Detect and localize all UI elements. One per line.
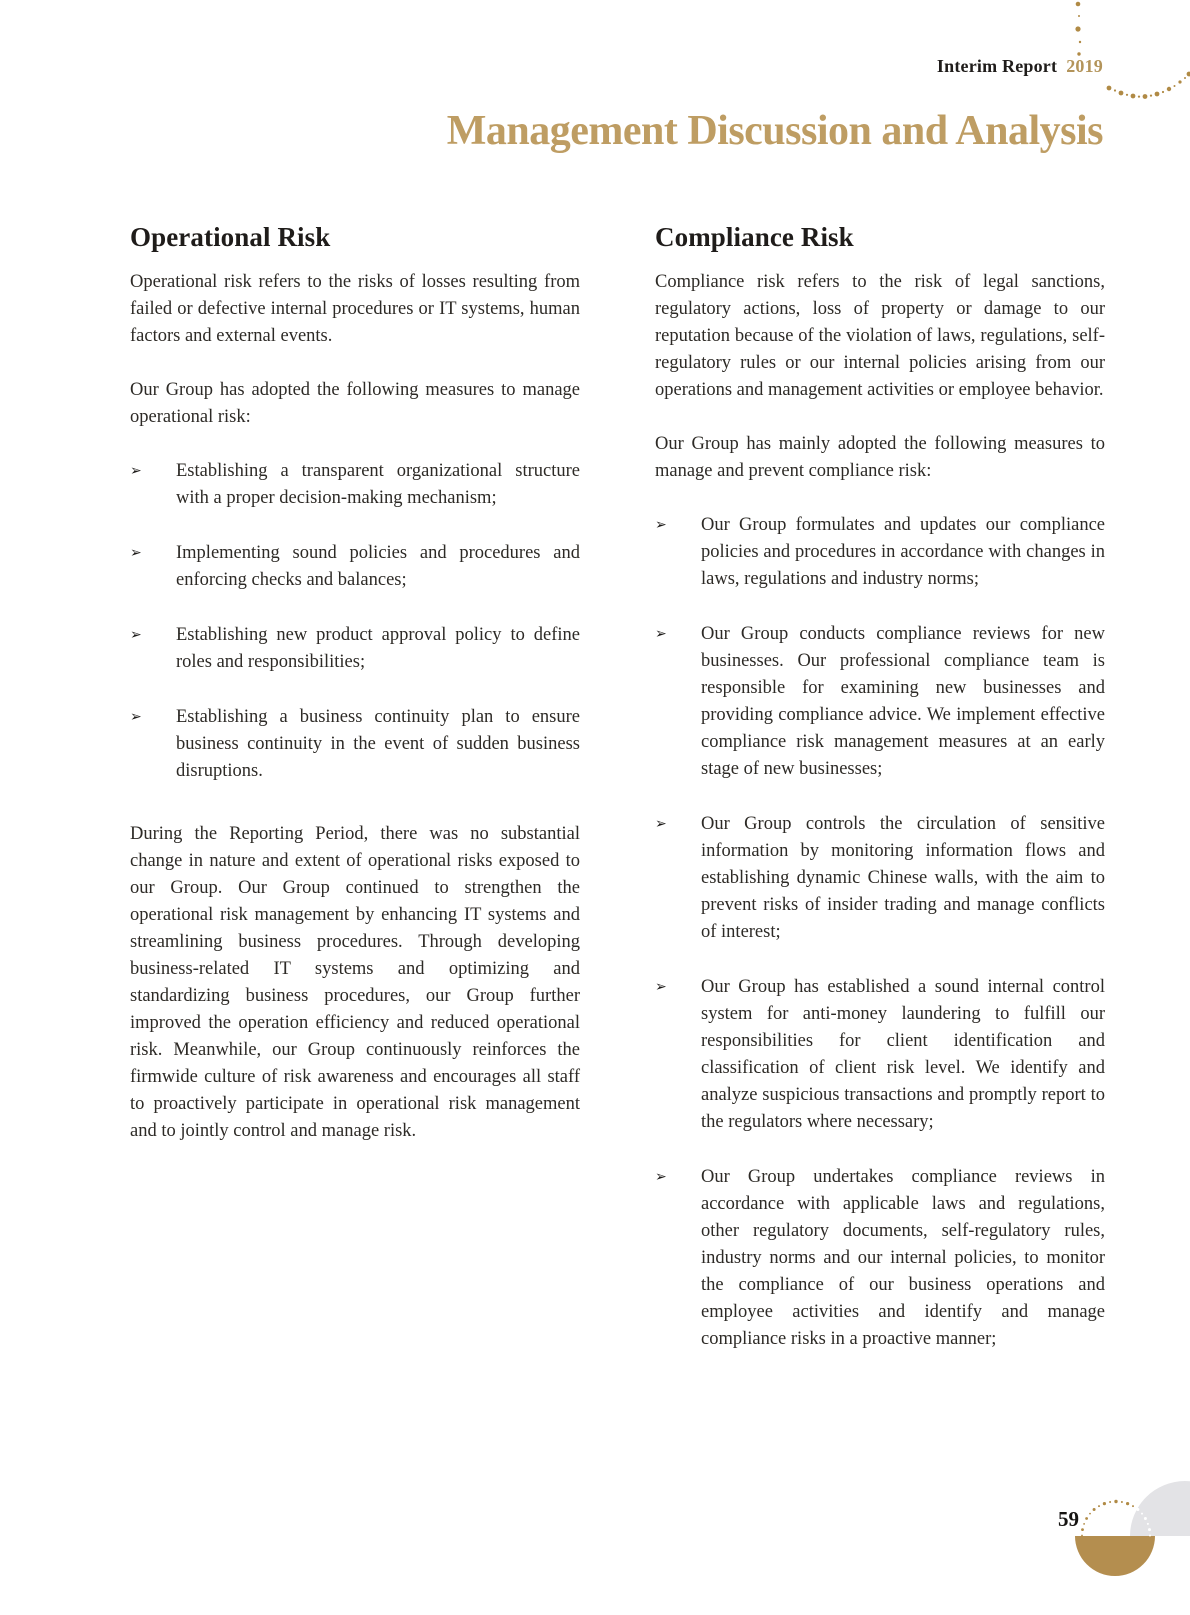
page-number: 59 xyxy=(1058,1507,1079,1531)
footer-circles-decoration xyxy=(1040,1460,1190,1615)
bullet-text: Establishing new product approval policy to define roles and responsibilities; xyxy=(176,625,580,673)
arrow-bullet-icon: ➢ xyxy=(130,709,142,726)
bullet-text: Establishing a transparent organizational structure with a proper decision-making mechanism; xyxy=(176,461,580,509)
section-heading-compliance-risk: Compliance Risk xyxy=(655,222,854,252)
gold-dots-decoration xyxy=(1040,0,1190,110)
arrow-bullet-icon: ➢ xyxy=(655,517,667,534)
arrow-bullet-icon: ➢ xyxy=(655,626,667,643)
report-name: Interim Report xyxy=(936,56,1058,76)
bullet-text: Our Group has established a sound internal control system for anti-money laundering to fulfill our responsibilities for client identification and classification of client risk level. We identify and analyze suspicious transactions and promptly report to the regulators where necessary; xyxy=(701,977,1105,1133)
arrow-bullet-icon: ➢ xyxy=(130,545,142,562)
arrow-bullet-icon: ➢ xyxy=(130,463,142,480)
bullet-item xyxy=(655,621,1105,783)
bullet-item xyxy=(655,1164,1105,1353)
intro-paragraphs xyxy=(655,269,1105,485)
column-compliance-risk xyxy=(655,222,1105,1381)
bullet-item xyxy=(655,512,1105,593)
arrow-bullet-icon: ➢ xyxy=(655,816,667,833)
closing-paragraph: During the Reporting Period, there was no substantial change in nature and extent of operational risks exposed to our Group. Our Group continued to strengthen the operational risk management by enhancing IT systems and streamlining business procedures. Through developing business-related IT systems and optimizing and standardizing business procedures, our Group further improved the operation efficiency and reduced operational risk. Meanwhile, our Group continuously reinforces the firmwide culture of risk awareness and encourages all staff to proactively participate in operational risk management and to jointly control and manage risk. xyxy=(130,824,580,1142)
intro-paragraphs xyxy=(130,269,580,431)
bullet-item xyxy=(130,704,580,785)
bullet-text: Implementing sound policies and procedures and enforcing checks and balances; xyxy=(176,543,580,591)
bullet-text: Our Group undertakes compliance reviews in accordance with applicable laws and regulations, other regulatory documents, self-regulatory rules, industry norms and our internal policies, to monitor the compliance of our business operations and employee activities and identify and manage compliance risks in a proactive manner; xyxy=(701,1167,1105,1350)
gold-half-circle xyxy=(1075,1536,1155,1576)
vertical-dots-icon xyxy=(1075,2,1081,56)
arc-dots-icon xyxy=(1107,72,1190,99)
report-year: 2019 xyxy=(1066,56,1103,76)
column-operational-risk xyxy=(130,222,580,1172)
section-heading-operational-risk: Operational Risk xyxy=(130,222,331,252)
bullet-item xyxy=(655,811,1105,946)
paragraph: Our Group has adopted the following measures to manage operational risk: xyxy=(130,380,580,428)
bullet-item xyxy=(130,540,580,594)
bullet-text: Our Group formulates and updates our compliance policies and procedures in accordance with changes in laws, regulations and industry norms; xyxy=(701,515,1105,590)
footer-dotted-arc-icon xyxy=(1081,1500,1134,1537)
bullet-text: Establishing a business continuity plan to ensure business continuity in the event of sudden business disruptions. xyxy=(176,707,580,782)
paragraph: Compliance risk refers to the risk of legal sanctions, regulatory actions, loss of property or damage to our reputation because of the violation of laws, regulations, self-regulatory rules or our internal policies arising from our operations and management activities or employee behavior. xyxy=(655,272,1105,401)
bullet-item xyxy=(130,622,580,676)
bullet-text: Our Group controls the circulation of sensitive information by monitoring information flows and establishing dynamic Chinese walls, with the aim to prevent risks of insider trading and manage conflicts of interest; xyxy=(701,814,1105,943)
page-title: Management Discussion and Analysis xyxy=(446,108,1103,154)
bullet-list xyxy=(130,458,580,785)
arrow-bullet-icon: ➢ xyxy=(130,627,142,644)
paragraph: Operational risk refers to the risks of losses resulting from failed or defective internal procedures or IT systems, human factors and external events. xyxy=(130,272,580,347)
bullet-text: Our Group conducts compliance reviews for new businesses. Our professional compliance team is responsible for examining new businesses and providing compliance advice. We implement effective compliance risk management measures at an early stage of new businesses; xyxy=(701,624,1105,780)
paragraph: Our Group has mainly adopted the following measures to manage and prevent compliance risk: xyxy=(655,434,1105,482)
report-header xyxy=(937,56,1103,77)
bullet-item xyxy=(655,974,1105,1136)
bullet-item xyxy=(130,458,580,512)
arrow-bullet-icon: ➢ xyxy=(655,979,667,996)
bullet-list xyxy=(655,512,1105,1353)
arrow-bullet-icon: ➢ xyxy=(655,1169,667,1186)
